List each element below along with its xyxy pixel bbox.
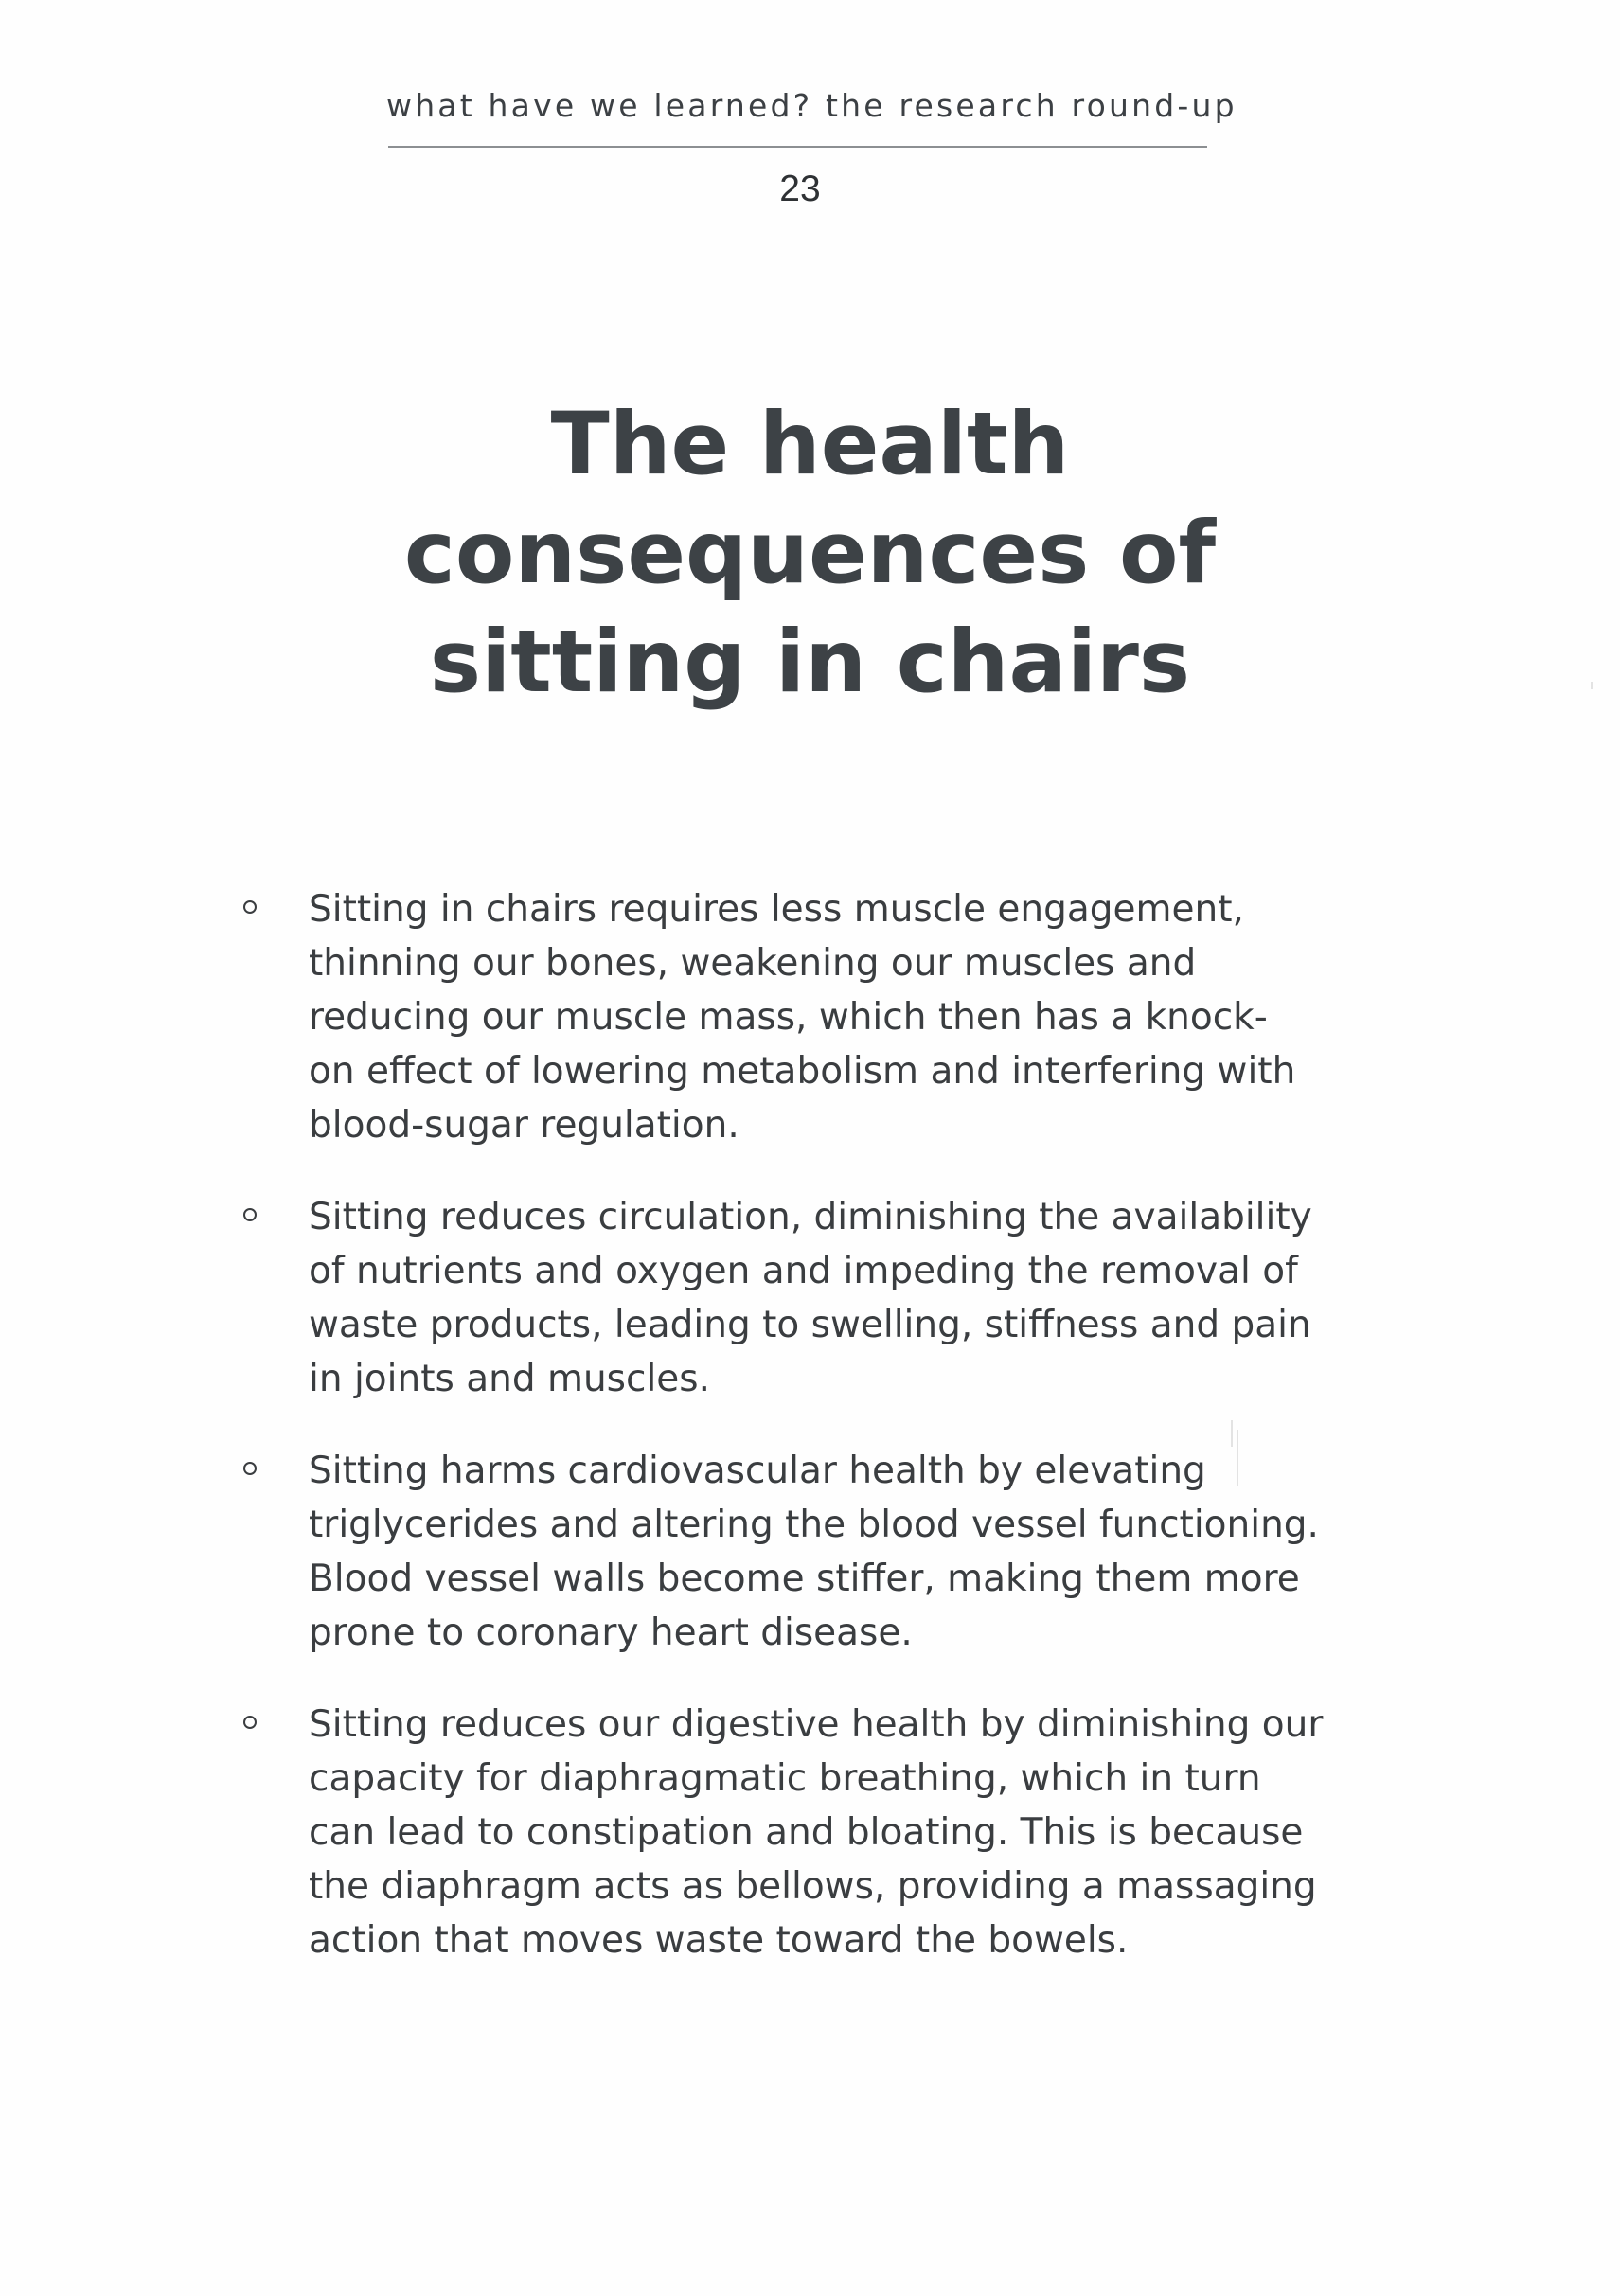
bullet-text-line: Sitting in chairs requires less muscle engagement, xyxy=(309,888,1244,931)
page-number: 23 xyxy=(779,169,821,209)
bullet-list xyxy=(237,882,1411,2005)
bullet-text-line: in joints and muscles. xyxy=(309,1358,710,1400)
scan-artifact xyxy=(1231,1420,1233,1447)
bullet-text-line: reducing our muscle mass, which then has a knock- xyxy=(309,996,1268,1039)
bullet-text-line: the diaphragm acts as bellows, providing a massaging xyxy=(309,1865,1317,1908)
hollow-circle-icon xyxy=(243,1462,257,1475)
hollow-circle-icon xyxy=(243,1716,257,1729)
bullet-text-line: can lead to constipation and bloating. This is because xyxy=(309,1811,1304,1854)
scan-artifact xyxy=(1237,1430,1238,1486)
page-title xyxy=(0,390,1620,717)
bullet-text-line: on effect of lowering metabolism and interfering with xyxy=(309,1050,1296,1093)
header-divider xyxy=(388,146,1207,148)
bullet-text-line: of nutrients and oxygen and impeding the removal of xyxy=(309,1250,1298,1292)
bullet-item-digestive xyxy=(237,1698,1411,1967)
running-header: what have we learned? the research round-up xyxy=(386,87,1237,124)
title-line: The health xyxy=(550,395,1070,494)
bullet-item-circulation xyxy=(237,1190,1411,1406)
bullet-text-line: waste products, leading to swelling, stiffness and pain xyxy=(309,1304,1311,1346)
bullet-text-line: Sitting reduces our digestive health by diminishing our xyxy=(309,1703,1324,1746)
title-line: sitting in chairs xyxy=(429,613,1191,712)
hollow-circle-icon xyxy=(243,900,257,914)
bullet-item-cardiovascular xyxy=(237,1444,1411,1660)
title-line: consequences of xyxy=(403,504,1217,603)
bullet-text-line: Blood vessel walls become stiffer, making them more xyxy=(309,1557,1300,1600)
bullet-text-line: Sitting reduces circulation, diminishing the availability xyxy=(309,1196,1312,1238)
scan-artifact xyxy=(1591,682,1593,689)
bullet-text-line: prone to coronary heart disease. xyxy=(309,1611,913,1654)
bullet-text-line: triglycerides and altering the blood vessel functioning. xyxy=(309,1504,1319,1546)
bullet-text-line: Sitting harms cardiovascular health by elevating xyxy=(309,1450,1206,1492)
bullet-text-line: thinning our bones, weakening our muscles and xyxy=(309,942,1197,985)
bullet-item-muscle xyxy=(237,882,1411,1152)
hollow-circle-icon xyxy=(243,1208,257,1221)
bullet-text-line: action that moves waste toward the bowels. xyxy=(309,1919,1129,1962)
bullet-text-line: blood-sugar regulation. xyxy=(309,1104,739,1147)
bullet-text-line: capacity for diaphragmatic breathing, which in turn xyxy=(309,1757,1261,1800)
